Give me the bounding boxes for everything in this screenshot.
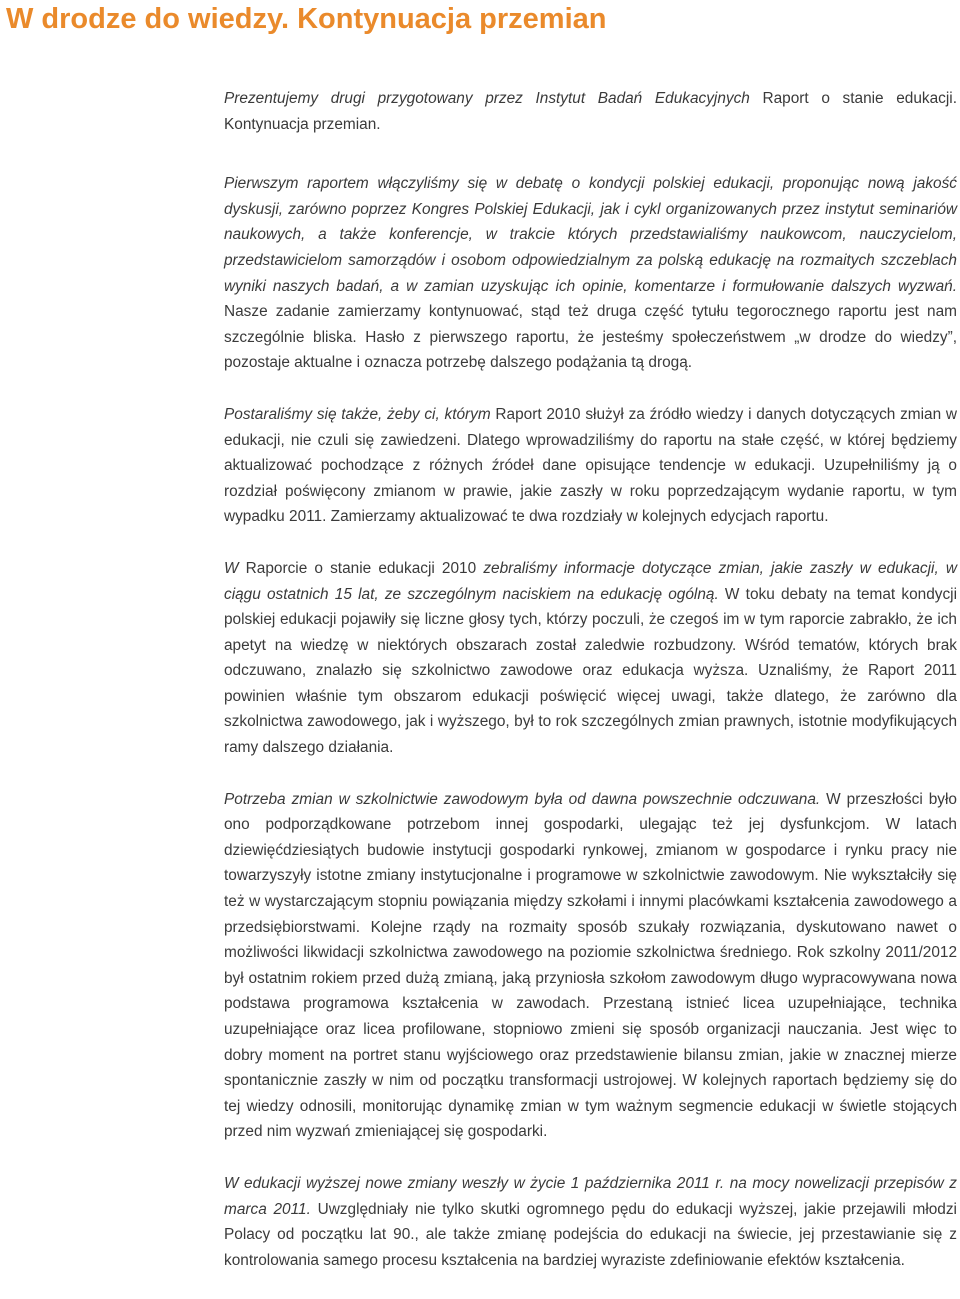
text-run: zebraliśmy informacje dotyczące zmian, jakie zaszły w edukacji, w ciągu ostatnich 15 lat, ze szczególnym naciskiem na edukację ogólną. [224, 559, 957, 603]
paragraph [224, 171, 957, 376]
text-run: Nasze zadanie zamierzamy kontynuować, stąd też druga część tytułu tegorocznego raportu jest nam szczególnie bliska. Hasło z pierwszego raportu, że jesteśmy społeczeństwem „w drodze do wiedzy”, pozostaje aktualne i oznacza potrzebę dalszego podążania tą drogą. [224, 303, 957, 372]
page-title: W drodze do wiedzy. Kontynuacja przemian [6, 3, 607, 35]
text-run: Prezentujemy drugi przygotowany przez Instytut Badań Edukacyjnych [224, 90, 763, 107]
text-run: W edukacji wyższej nowe zmiany weszły w życie 1 października 2011 r. na mocy nowelizacji przepisów z marca 2011. [224, 1174, 957, 1218]
text-run: W toku debaty na temat kondycji polskiej edukacji pojawiły się liczne głosy tych, którzy poczuli, że czegoś im w tym raporcie zabrakło, że ich apetyt na wiedzę w niektórych obszarach został zaledwie rozbudzony. Wśród tematów, których brak odczuwano, znalazło się szkolnictwo zawodowe oraz edukacja wyższa. Uznaliśmy, że [224, 585, 957, 680]
paragraph-intro [224, 86, 957, 137]
paragraph [224, 556, 957, 761]
text-run: W przeszłości było ono podporządkowane potrzebom innej gospodarki, ulegając też jej dysfunkcjom. W latach dziewięćdziesiątych budowie instytucji gospodarki rynkowej, zmianom w gospodarce i rynku pracy nie towarzyszyły istotne zmiany instytucjonalne i programowe w szkolnictwie zawodowym. Nie wykształciły się też w wystarczającym stopniu powiązania między szkołami i innymi placówkami kształcenia zawodowego a przedsiębiorstwami. Kolejne rządy na rozmaity sposób szukały rozwiązania, dyskutowano nawet o możliwości likwidacji szkolnictwa zawodowego na poziomie szkolnictwa średniego. Rok szkolny 2011/2012 był ostatnim rokiem przed dużą zmianą, jaką przyniosła szkołom zawodowym długo wypracowywana nowa podstawa programowa kształcenia w zawodach. Przestaną istnieć licea uzupełniające, technika uzupełniające oraz licea profilowane, stopniowo zmieni się sposób organizacji nauczania. Jest więc to dobry moment na portret stanu wyjściowego oraz przedstawienie bilansu zmian, jakie w znacznej mierze spontanicznie zaszły w nim od początku transformacji ustrojowej. W kolejnych raportach będziemy się do tej wiedzy odnosili, monitorując dynamikę zmian w tym ważnym segmencie edukacji w świetle stojących przed nim wyzwań zmieniającej się gospodarki. [224, 790, 957, 1141]
document-body [224, 86, 957, 1299]
paragraph [224, 402, 957, 530]
paragraph [224, 787, 957, 1145]
paragraph [224, 1171, 957, 1273]
text-run: Raporcie o stanie edukacji 2010 [245, 559, 477, 577]
text-run: Postaraliśmy się także, żeby ci, którym [224, 405, 496, 423]
text-run: Raport o stanie edukacji. Kontynuacja przemian. [224, 90, 957, 133]
text-run: Raport 2010 służył za źródło wiedzy i danych dotyczących zmian w edukacji, nie czuli się zawiedzeni. Dlatego wprowadziliśmy do raportu na stałe część, w której będziemy aktualizować pochodzące z różnych źródeł dane opisujące tendencje w edukacji. Uzupełniliśmy ją o rozdział poświęcony zmianom w prawie, jakie zaszły w roku poprzedzającym wydanie raportu, w tym wypadku 2011. Zamierzamy aktualizować te dwa rozdziały w kolejnych edycjach raportu. [224, 405, 957, 526]
text-run: Raport 2011 powinien właśnie tym obszarom edukacji poświęcić więcej uwagi, także dlatego, że zarówno dla szkolnictwa zawodowego, jak i wyższego, był to rok szczególnych zmian prawnych, istotnie modyfikujących ramy dalszego działania. [224, 662, 957, 757]
text-run: Potrzeba zmian w szkolnictwie zawodowym była od dawna powszechnie odczuwana. [224, 790, 821, 808]
text-run: W [224, 559, 246, 577]
text-run: Uwzględniały nie tylko skutki ogromnego pędu do edukacji wyższej, jakie przejawili młodzi Polacy od początku lat 90., ale także zmianę podejścia do edukacji na świecie, jej przestawianie się z kontrolowania samego procesu kształcenia na bardziej wyraziste zdefiniowanie efektów kształcenia. [224, 1200, 957, 1269]
text-run: Pierwszym raportem włączyliśmy się w debatę o kondycji polskiej edukacji, proponując nową jakość dyskusji, zarówno poprzez Kongres Polskiej Edukacji, jak i cykl organizowanych przez instytut seminariów naukowych, a także konferencje, w trakcie których przedstawialiśmy naukowcom, nauczycielom, przedstawicielom samorządów i osobom odpowiedzialnym za polską edukację na rozmaitych szczeblach wyniki naszych badań, a w zamian uzyskując ich opinie, komentarze i formułowanie dalszych wyzwań. [224, 175, 957, 295]
